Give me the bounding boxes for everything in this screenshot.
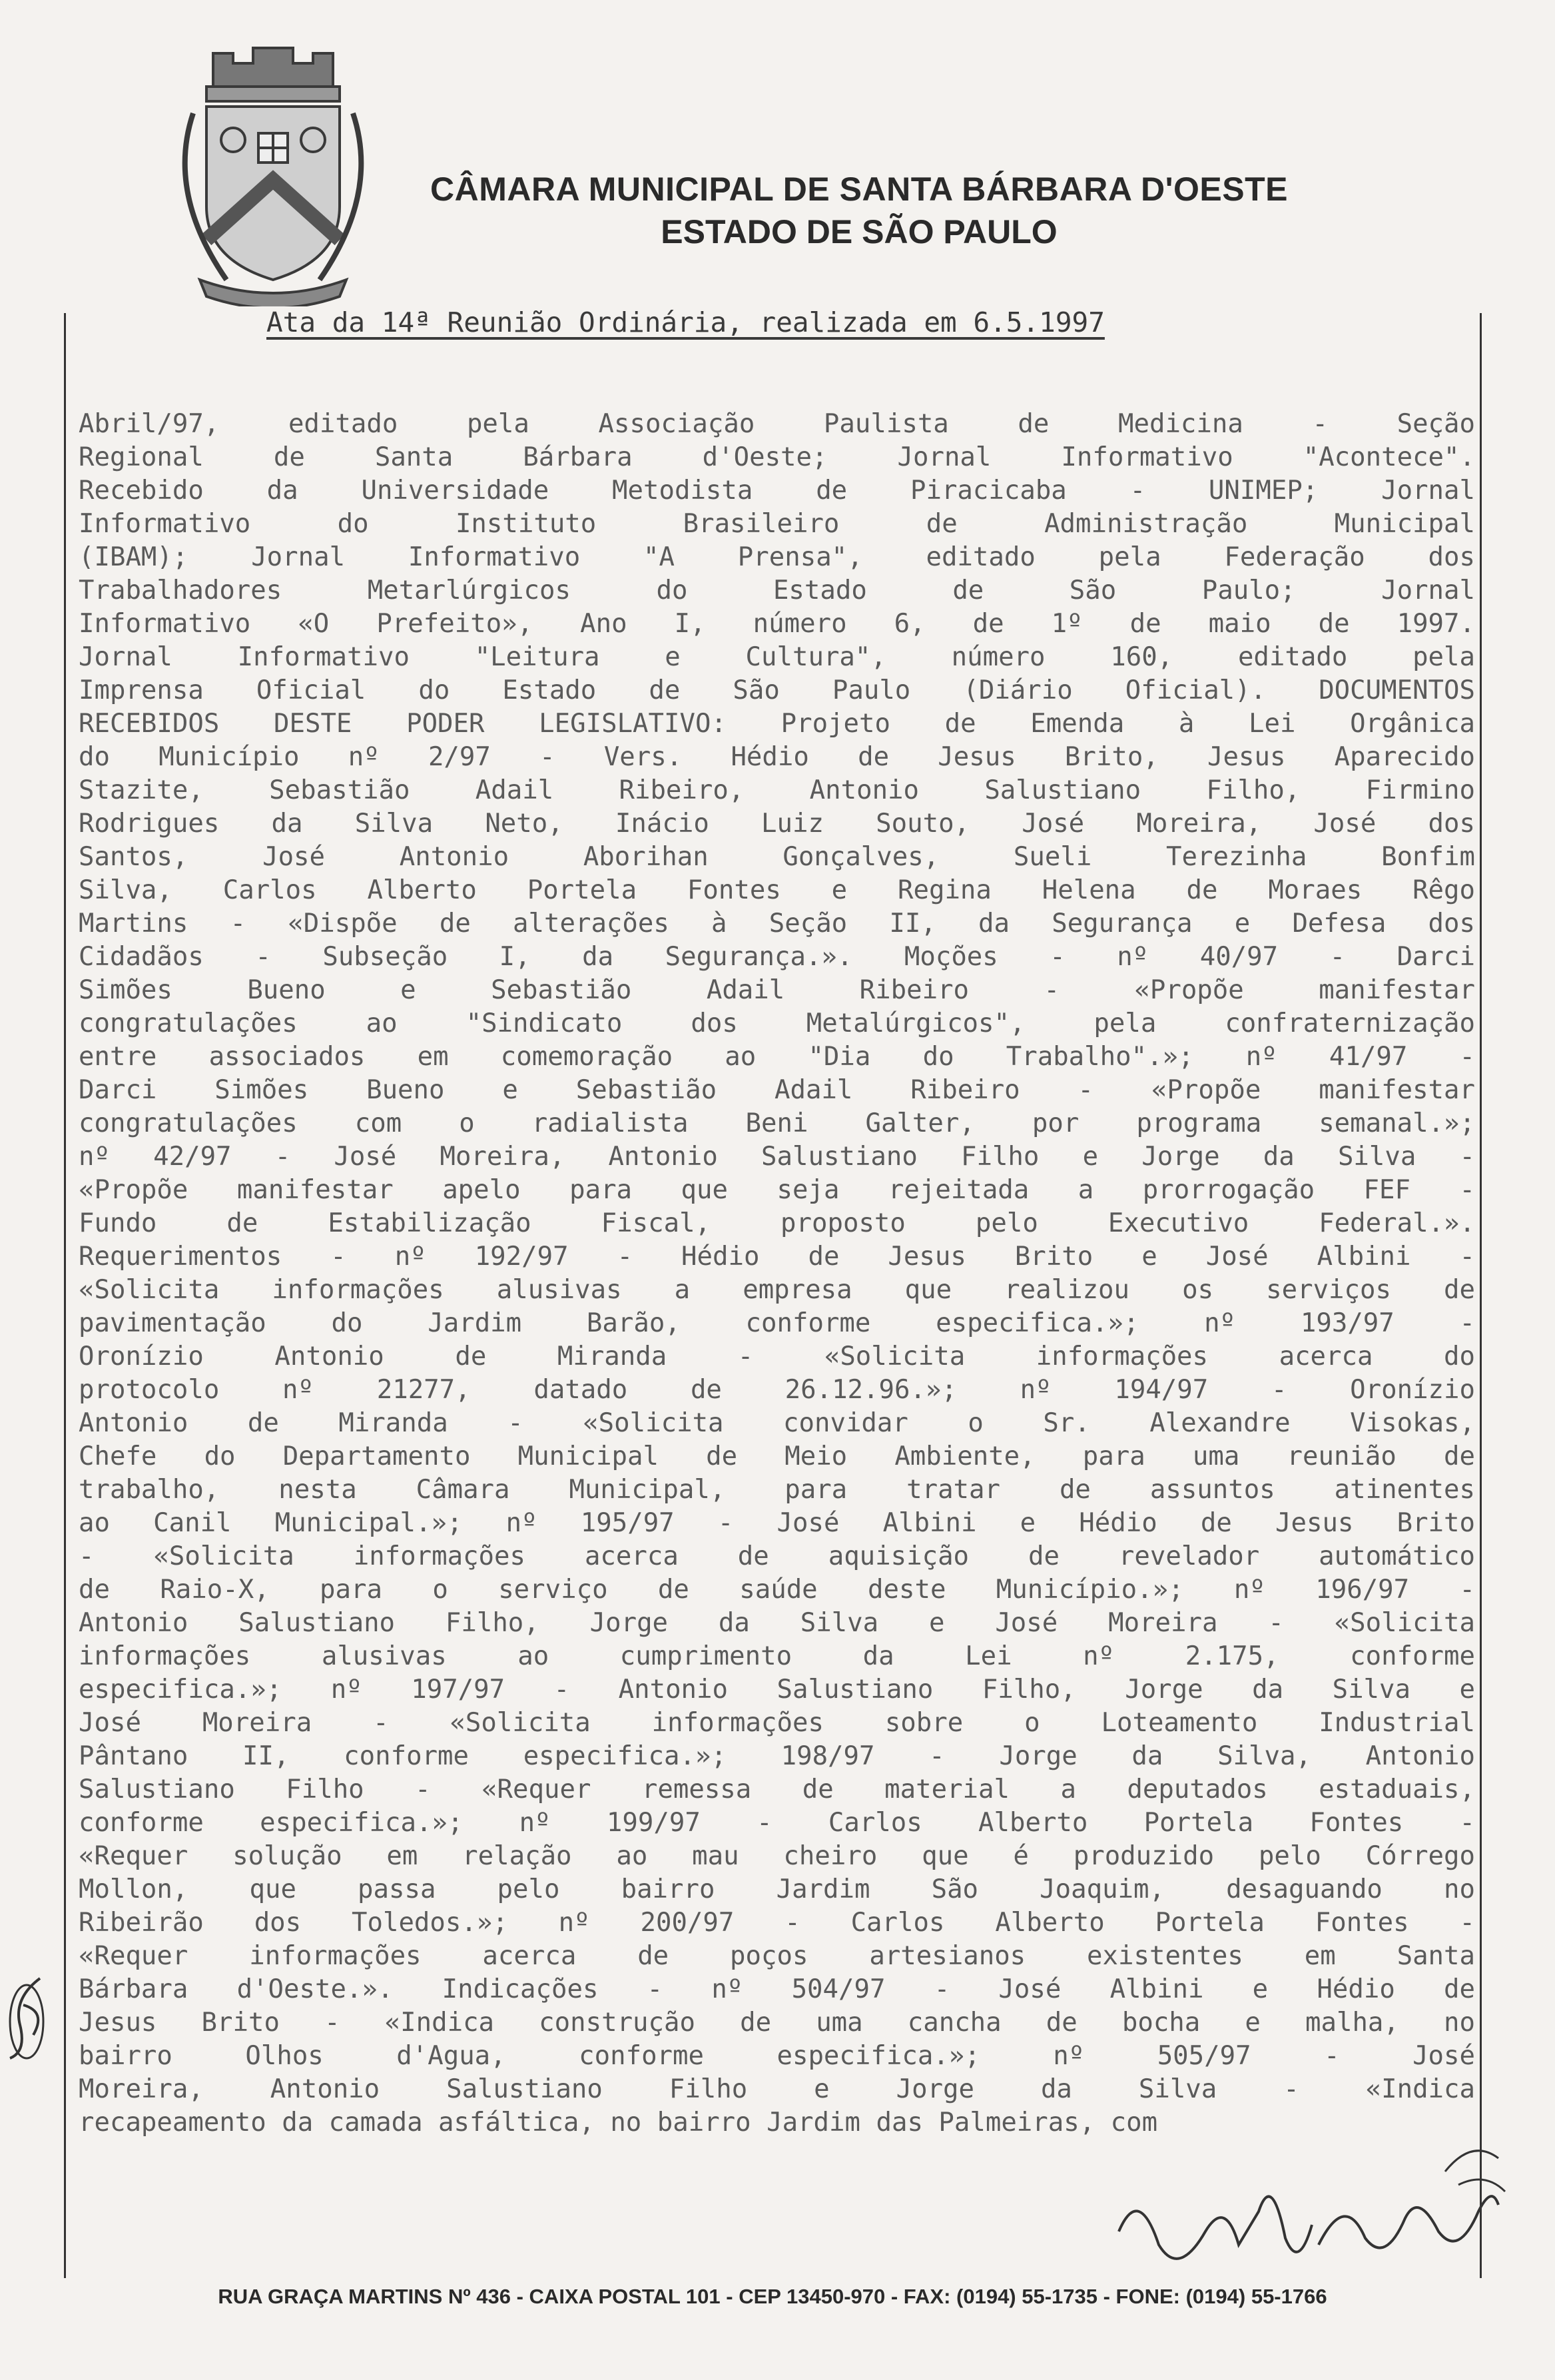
- left-margin-rule: [64, 313, 66, 2278]
- letterhead-footer: RUA GRAÇA MARTINS Nº 436 - CAIXA POSTAL 101 - CEP 13450-970 - FAX: (0194) 55-1735 - FONE: (0194) 55-1766: [218, 2285, 1327, 2308]
- body-line: Rodrigues da Silva Neto, Inácio Luiz Souto, José Moreira, José dos: [79, 809, 1475, 839]
- body-line: protocolo nº 21277, datado de 26.12.96.»; nº 194/97 - Oronízio: [79, 1375, 1475, 1405]
- body-line: ao Canil Municipal.»; nº 195/97 - José Albini e Hédio de Jesus Brito: [79, 1508, 1475, 1538]
- body-line: Cidadãos - Subseção I, da Segurança.». Moções - nº 40/97 - Darci: [79, 942, 1475, 972]
- municipal-coat-of-arms: [153, 40, 393, 306]
- body-line: «Requer solução em relação ao mau cheiro que é produzido pelo Córrego: [79, 1841, 1475, 1871]
- body-line: Antonio de Miranda - «Solicita convidar o Sr. Alexandre Visokas,: [79, 1408, 1475, 1438]
- body-line: Chefe do Departamento Municipal de Meio Ambiente, para uma reunião de: [79, 1441, 1475, 1471]
- body-line: Jornal Informativo "Leitura e Cultura", número 160, editado pela: [79, 642, 1475, 672]
- body-line: pavimentação do Jardim Barão, conforme especifica.»; nº 193/97 -: [79, 1308, 1475, 1338]
- body-line: congratulações ao "Sindicato dos Metalúrgicos", pela confraternização: [79, 1008, 1475, 1038]
- body-line: «Requer informações acerca de poços artesianos existentes em Santa: [79, 1941, 1475, 1971]
- body-line: Oronízio Antonio de Miranda - «Solicita informações acerca do: [79, 1342, 1475, 1372]
- body-line: Recebido da Universidade Metodista de Piracicaba - UNIMEP; Jornal: [79, 476, 1475, 506]
- body-line: trabalho, nesta Câmara Municipal, para tratar de assuntos atinentes: [79, 1475, 1475, 1505]
- state-name: ESTADO DE SÃO PAULO: [661, 213, 1058, 250]
- body-line: Regional de Santa Bárbara d'Oeste; Jornal Informativo "Acontece".: [79, 442, 1475, 472]
- body-line: Fundo de Estabilização Fiscal, proposto pelo Executivo Federal.».: [79, 1208, 1475, 1238]
- body-line: especifica.»; nº 197/97 - Antonio Salustiano Filho, Jorge da Silva e: [79, 1675, 1475, 1705]
- chamber-name: CÂMARA MUNICIPAL DE SANTA BÁRBARA D'OESTE: [430, 171, 1288, 208]
- body-line: do Município nº 2/97 - Vers. Hédio de Jesus Brito, Jesus Aparecido: [79, 742, 1475, 772]
- body-line: Abril/97, editado pela Associação Paulista de Medicina - Seção: [79, 409, 1475, 439]
- body-line: Ribeirão dos Toledos.»; nº 200/97 - Carlos Alberto Portela Fontes -: [79, 1908, 1475, 1938]
- body-line: Simões Bueno e Sebastião Adail Ribeiro - «Propõe manifestar: [79, 975, 1475, 1005]
- minutes-title: Ata da 14ª Reunião Ordinária, realizada em 6.5.1997: [266, 306, 1105, 338]
- body-line: Moreira, Antonio Salustiano Filho e Jorge da Silva - «Indica: [79, 2074, 1475, 2104]
- body-line: Antonio Salustiano Filho, Jorge da Silva e José Moreira - «Solicita: [79, 1608, 1475, 1638]
- body-line: José Moreira - «Solicita informações sobre o Loteamento Industrial: [79, 1708, 1475, 1738]
- signatures: [1099, 2132, 1512, 2285]
- body-line: de Raio-X, para o serviço de saúde deste Município.»; nº 196/97 -: [79, 1575, 1475, 1605]
- body-line: «Propõe manifestar apelo para que seja rejeitada a prorrogação FEF -: [79, 1175, 1475, 1205]
- body-line: Santos, José Antonio Aborihan Gonçalves, Sueli Terezinha Bonfim: [79, 842, 1475, 872]
- body-line: Informativo do Instituto Brasileiro de Administração Municipal: [79, 509, 1475, 539]
- body-line: Darci Simões Bueno e Sebastião Adail Ribeiro - «Propõe manifestar: [79, 1075, 1475, 1105]
- body-line: Pântano II, conforme especifica.»; 198/97 - Jorge da Silva, Antonio: [79, 1741, 1475, 1771]
- body-line: nº 42/97 - José Moreira, Antonio Salustiano Filho e Jorge da Silva -: [79, 1142, 1475, 1172]
- body-line: RECEBIDOS DESTE PODER LEGISLATIVO: Projeto de Emenda à Lei Orgânica: [79, 709, 1475, 739]
- body-line: Silva, Carlos Alberto Portela Fontes e Regina Helena de Moraes Rêgo: [79, 875, 1475, 905]
- body-line: Informativo «O Prefeito», Ano I, número 6, de 1º de maio de 1997.: [79, 609, 1475, 639]
- body-line: Stazite, Sebastião Adail Ribeiro, Antonio Salustiano Filho, Firmino: [79, 775, 1475, 805]
- body-line: Jesus Brito - «Indica construção de uma cancha de bocha e malha, no: [79, 2008, 1475, 2038]
- body-line: informações alusivas ao cumprimento da Lei nº 2.175, conforme: [79, 1641, 1475, 1671]
- body-line: Mollon, que passa pelo bairro Jardim São Joaquim, desaguando no: [79, 1874, 1475, 1904]
- body-line: (IBAM); Jornal Informativo "A Prensa", editado pela Federação dos: [79, 542, 1475, 572]
- body-line: conforme especifica.»; nº 199/97 - Carlos Alberto Portela Fontes -: [79, 1808, 1475, 1838]
- body-line: Requerimentos - nº 192/97 - Hédio de Jesus Brito e José Albini -: [79, 1242, 1475, 1272]
- minutes-body: [79, 408, 1475, 2140]
- body-line: «Solicita informações alusivas a empresa que realizou os serviços de: [79, 1275, 1475, 1305]
- body-line: Trabalhadores Metarlúrgicos do Estado de São Paulo; Jornal: [79, 576, 1475, 605]
- body-line: Imprensa Oficial do Estado de São Paulo (Diário Oficial). DOCUMENTOS: [79, 675, 1475, 705]
- body-line: - «Solicita informações acerca de aquisição de revelador automático: [79, 1541, 1475, 1571]
- margin-initials-signature: [0, 1972, 60, 2065]
- body-line: congratulações com o radialista Beni Galter, por programa semanal.»;: [79, 1108, 1475, 1138]
- letterhead: [426, 170, 1292, 251]
- body-line: Salustiano Filho - «Requer remessa de material a deputados estaduais,: [79, 1775, 1475, 1804]
- body-line: Martins - «Dispõe de alterações à Seção II, da Segurança e Defesa dos: [79, 909, 1475, 939]
- body-line: recapeamento da camada asfáltica, no bairro Jardim das Palmeiras, com: [79, 2108, 1158, 2138]
- body-line: bairro Olhos d'Agua, conforme especifica.»; nº 505/97 - José: [79, 2041, 1475, 2071]
- body-line: Bárbara d'Oeste.». Indicações - nº 504/97 - José Albini e Hédio de: [79, 1974, 1475, 2004]
- body-line: entre associados em comemoração ao "Dia do Trabalho".»; nº 41/97 -: [79, 1042, 1475, 1072]
- right-margin-rule: [1480, 313, 1482, 2278]
